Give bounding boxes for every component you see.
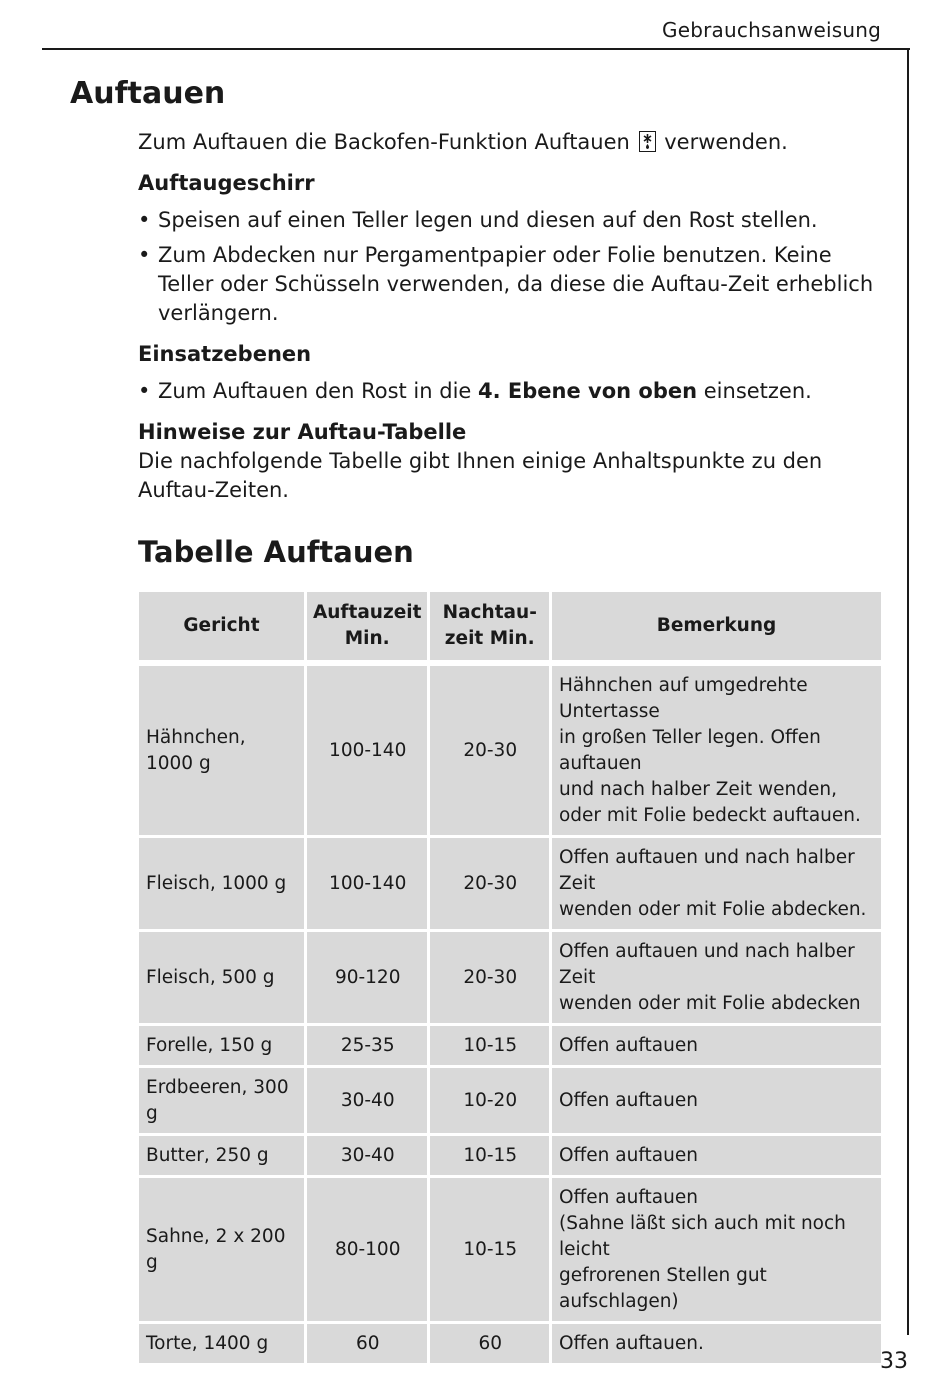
shelf-level: 4. Ebene von oben bbox=[478, 379, 698, 403]
table-row bbox=[139, 1324, 881, 1363]
list-item bbox=[138, 377, 878, 406]
rest-time-cell: 20-30 bbox=[430, 838, 549, 929]
rest-time-cell: 10-15 bbox=[430, 1136, 549, 1175]
remark-cell: Offen auftauen und nach halber Zeit wenden oder mit Folie abdecken. bbox=[552, 838, 881, 929]
table-row bbox=[139, 932, 881, 1023]
dish-cell: Sahne, 2 x 200 g bbox=[139, 1178, 304, 1321]
remark-cell: Hähnchen auf umgedrehte Untertasse in großen Teller legen. Offen auftauen und nach halber Zeit wenden, oder mit Folie bedeckt auftauen. bbox=[552, 666, 881, 835]
list-item: • Zum Abdecken nur Pergamentpapier oder Folie benutzen. Keine Teller oder Schüsseln verwenden, da diese die Auftau-Zeit erheblich verlängern. bbox=[138, 241, 878, 328]
thaw-time-cell: 100-140 bbox=[307, 838, 428, 929]
page-number: 33 bbox=[880, 1349, 908, 1374]
dish-cell: Erdbeeren, 300 g bbox=[139, 1068, 304, 1133]
list-item-text-end: einsetzen. bbox=[697, 379, 812, 403]
thaw-function-icon bbox=[639, 131, 656, 152]
instructions bbox=[138, 128, 878, 505]
thaw-time-cell: 100-140 bbox=[307, 666, 428, 835]
auftaugeschirr-list bbox=[138, 206, 878, 328]
thaw-time-cell: 25-35 bbox=[307, 1026, 428, 1065]
rest-time-cell: 20-30 bbox=[430, 666, 549, 835]
dish-cell: Hähnchen, 1000 g bbox=[139, 666, 304, 835]
intro-paragraph bbox=[138, 128, 878, 157]
table-row bbox=[139, 666, 881, 835]
rest-time-cell: 60 bbox=[430, 1324, 549, 1363]
column-header: Auftauzeit Min. bbox=[307, 592, 428, 660]
thaw-time-cell: 30-40 bbox=[307, 1068, 428, 1133]
thaw-time-cell: 30-40 bbox=[307, 1136, 428, 1175]
hinweise-text: Die nachfolgende Tabelle gibt Ihnen einige Anhaltspunkte zu den Auftau-Zeiten. bbox=[138, 449, 823, 502]
column-header: Nachtau-zeit Min. bbox=[430, 592, 549, 660]
dish-cell: Butter, 250 g bbox=[139, 1136, 304, 1175]
list-item: • Speisen auf einen Teller legen und diesen auf den Rost stellen. bbox=[138, 206, 878, 235]
table-row bbox=[139, 1178, 881, 1321]
table-title: Tabelle Auftauen bbox=[138, 535, 414, 569]
dish-cell: Forelle, 150 g bbox=[139, 1026, 304, 1065]
rest-time-cell: 20-30 bbox=[430, 932, 549, 1023]
dish-cell: Torte, 1400 g bbox=[139, 1324, 304, 1363]
thaw-time-cell: 80-100 bbox=[307, 1178, 428, 1321]
table-row bbox=[139, 838, 881, 929]
thaw-time-cell: 60 bbox=[307, 1324, 428, 1363]
column-header: Bemerkung bbox=[552, 592, 881, 660]
remark-cell: Offen auftauen. bbox=[552, 1324, 881, 1363]
dish-cell: Fleisch, 1000 g bbox=[139, 838, 304, 929]
running-header: Gebrauchsanweisung bbox=[662, 18, 881, 42]
rest-time-cell: 10-15 bbox=[430, 1178, 549, 1321]
list-item-text: Zum Auftauen den Rost in die bbox=[158, 379, 479, 403]
rest-time-cell: 10-15 bbox=[430, 1026, 549, 1065]
einsatzebenen-heading: Einsatzebenen bbox=[138, 342, 312, 366]
remark-cell: Offen auftauen und nach halber Zeit wenden oder mit Folie abdecken bbox=[552, 932, 881, 1023]
table-row bbox=[139, 1068, 881, 1133]
dish-cell: Fleisch, 500 g bbox=[139, 932, 304, 1023]
column-header: Gericht bbox=[139, 592, 304, 660]
thaw-time-cell: 90-120 bbox=[307, 932, 428, 1023]
remark-cell: Offen auftauen bbox=[552, 1136, 881, 1175]
remark-cell: Offen auftauen (Sahne läßt sich auch mit noch leicht gefrorenen Stellen gut aufschlagen) bbox=[552, 1178, 881, 1321]
intro-text-end: verwenden. bbox=[664, 130, 788, 154]
header-rule bbox=[42, 48, 910, 50]
remark-cell: Offen auftauen bbox=[552, 1068, 881, 1133]
section-title: Auftauen bbox=[70, 76, 226, 111]
table-row bbox=[139, 1136, 881, 1175]
table-row bbox=[139, 1026, 881, 1065]
intro-text: Zum Auftauen die Backofen-Funktion Auftauen bbox=[138, 130, 630, 154]
remark-cell: Offen auftauen bbox=[552, 1026, 881, 1065]
hinweise-heading: Hinweise zur Auftau-Tabelle bbox=[138, 420, 467, 444]
auftaugeschirr-heading: Auftaugeschirr bbox=[138, 171, 315, 195]
einsatzebenen-list bbox=[138, 377, 878, 406]
margin-rule bbox=[907, 48, 909, 1335]
thaw-table bbox=[136, 589, 884, 1366]
table-body bbox=[139, 666, 881, 1363]
rest-time-cell: 10-20 bbox=[430, 1068, 549, 1133]
